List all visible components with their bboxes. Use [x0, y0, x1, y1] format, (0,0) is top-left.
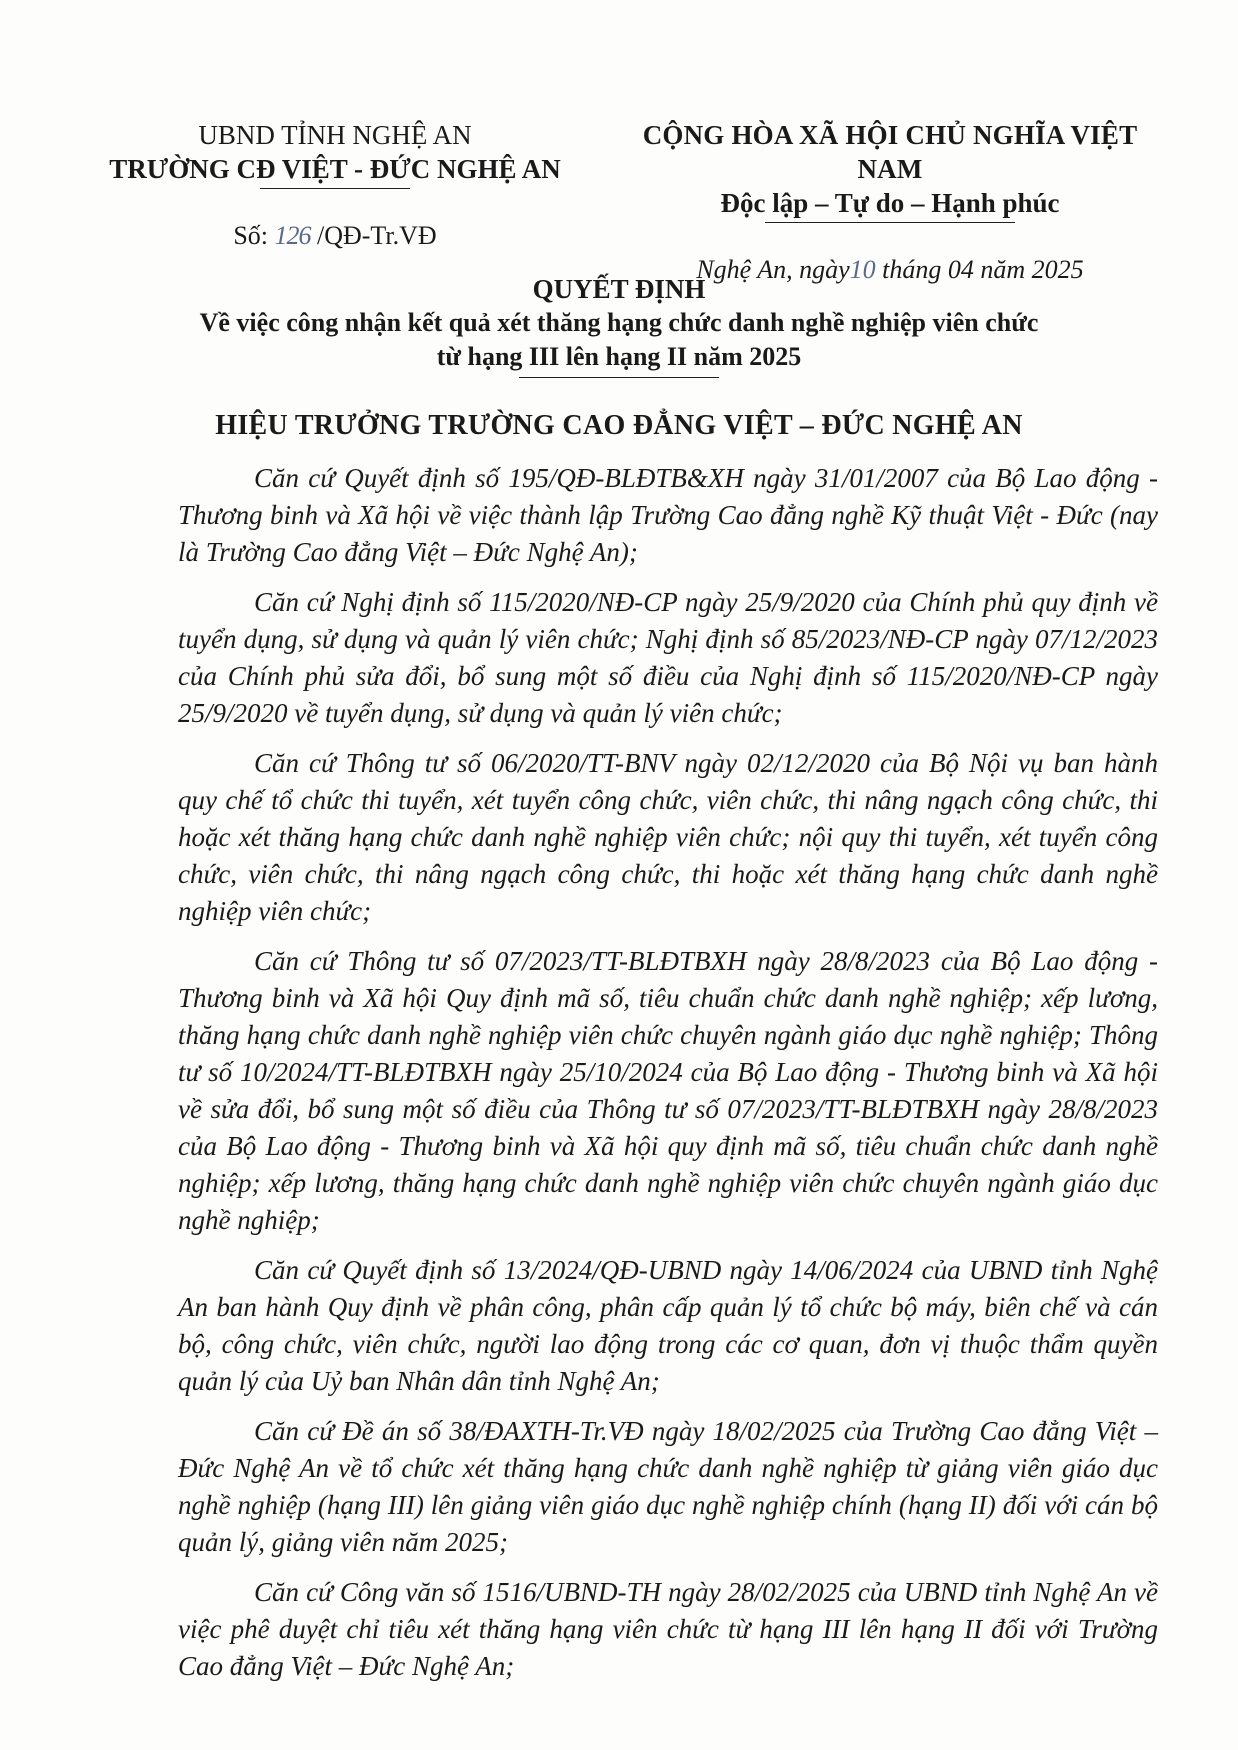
motto-underline	[765, 222, 1015, 223]
doc-no-prefix: Số:	[233, 221, 268, 250]
national-motto: Độc lập – Tự do – Hạnh phúc	[720, 188, 1060, 218]
legal-basis-paragraph: Căn cứ Thông tư số 06/2020/TT-BNV ngày 02/12/2020 của Bộ Nội vụ ban hành quy chế tổ chức thi tuyển, xét tuyển công chức, viên chức, thi nâng ngạch công chức, thi hoặc xét thăng hạng chức danh nghề nghiệp viên chức; nội quy thi tuyển, xét tuyển công chức, viên chức, thi nâng ngạch công chức, thi hoặc xét thăng hạng chức danh nghề nghiệp viên chức;	[178, 748, 1158, 926]
decision-subject-line-2: từ hạng III lên hạng II năm 2025	[436, 342, 802, 371]
document-header	[0, 118, 1238, 284]
issuing-authority: HIỆU TRƯỞNG TRƯỜNG CAO ĐẲNG VIỆT – ĐỨC NGHỆ AN	[215, 410, 1023, 441]
doc-no-handwritten: 126	[274, 221, 311, 250]
title-underline	[519, 377, 719, 378]
legal-basis-paragraph: Căn cứ Quyết định số 195/QĐ-BLĐTB&XH ngày 31/01/2007 của Bộ Lao động - Thương binh và Xã hội về việc thành lập Trường Cao đẳng nghề Kỹ thuật Việt - Đức (nay là Trường Cao đẳng Việt – Đức Nghệ An);	[178, 463, 1158, 567]
decision-subject-line-1: Về việc công nhận kết quả xét thăng hạng chức danh nghề nghiệp viên chức	[199, 308, 1039, 337]
document-number	[100, 219, 570, 253]
date-suffix: tháng 04 năm 2025	[882, 255, 1084, 284]
decision-title-block	[0, 272, 1238, 378]
legal-basis-paragraph: Căn cứ Đề án số 38/ĐAXTH-Tr.VĐ ngày 18/02/2025 của Trường Cao đẳng Việt – Đức Nghệ An về tổ chức xét thăng hạng chức danh nghề nghiệp từ giảng viên giáo dục nghề nghiệp (hạng III) lên giảng viên giáo dục nghề nghiệp chính (hạng II) đối với cán bộ quản lý, giảng viên năm 2025;	[178, 1416, 1158, 1557]
national-title: CỘNG HÒA XÃ HỘI CHỦ NGHĨA VIỆT NAM	[642, 120, 1138, 184]
national-title-block	[610, 118, 1170, 287]
issuing-agency-block	[100, 118, 570, 253]
legal-basis-section	[178, 460, 1158, 1698]
legal-basis-paragraph: Căn cứ Thông tư số 07/2023/TT-BLĐTBXH ngày 28/8/2023 của Bộ Lao động - Thương binh và Xã hội Quy định mã số, tiêu chuẩn chức danh nghề nghiệp; xếp lương, thăng hạng chức danh nghề nghiệp viên chức chuyên ngành giáo dục nghề nghiệp; Thông tư số 10/2024/TT-BLĐTBXH ngày 25/10/2024 của Bộ Lao động - Thương binh và Xã hội về sửa đổi, bổ sung một số điều của Thông tư số 07/2023/TT-BLĐTBXH ngày 28/8/2023 của Bộ Lao động - Thương binh và Xã hội quy định mã số, tiêu chuẩn chức danh nghề nghiệp; xếp lương, thăng hạng chức danh nghề nghiệp viên chức chuyên ngành giáo dục nghề nghiệp;	[178, 946, 1158, 1235]
agency-underline	[260, 188, 410, 189]
issuing-agency-name: TRƯỜNG CĐ VIỆT - ĐỨC NGHỆ AN	[109, 154, 561, 184]
doc-no-suffix: /QĐ-Tr.VĐ	[317, 221, 437, 250]
legal-basis-paragraph: Căn cứ Quyết định số 13/2024/QĐ-UBND ngày 14/06/2024 của UBND tỉnh Nghệ An ban hành Quy định về phân công, phân cấp quản lý tổ chức bộ máy, biên chế và cán bộ, công chức, viên chức, người lao động trong các cơ quan, đơn vị thuộc thẩm quyền quản lý của Uỷ ban Nhân dân tỉnh Nghệ An;	[178, 1255, 1158, 1396]
decision-heading: QUYẾT ĐỊNH	[532, 274, 706, 304]
date-prefix: Nghệ An, ngày	[696, 255, 850, 284]
legal-basis-paragraph: Căn cứ Công văn số 1516/UBND-TH ngày 28/02/2025 của UBND tỉnh Nghệ An về việc phê duyệt chỉ tiêu xét thăng hạng viên chức từ hạng III lên hạng II đối với Trường Cao đẳng Việt – Đức Nghệ An;	[178, 1577, 1158, 1681]
legal-basis-paragraph: Căn cứ Nghị định số 115/2020/NĐ-CP ngày 25/9/2020 của Chính phủ quy định về tuyển dụng, sử dụng và quản lý viên chức; Nghị định số 85/2023/NĐ-CP ngày 07/12/2023 của Chính phủ sửa đổi, bổ sung một số điều của Nghị định số 115/2020/NĐ-CP ngày 25/9/2020 về tuyển dụng, sử dụng và quản lý viên chức;	[178, 587, 1158, 728]
date-day-handwritten: 10	[849, 255, 876, 284]
parent-agency-name: UBND TỈNH NGHỆ AN	[198, 120, 472, 150]
